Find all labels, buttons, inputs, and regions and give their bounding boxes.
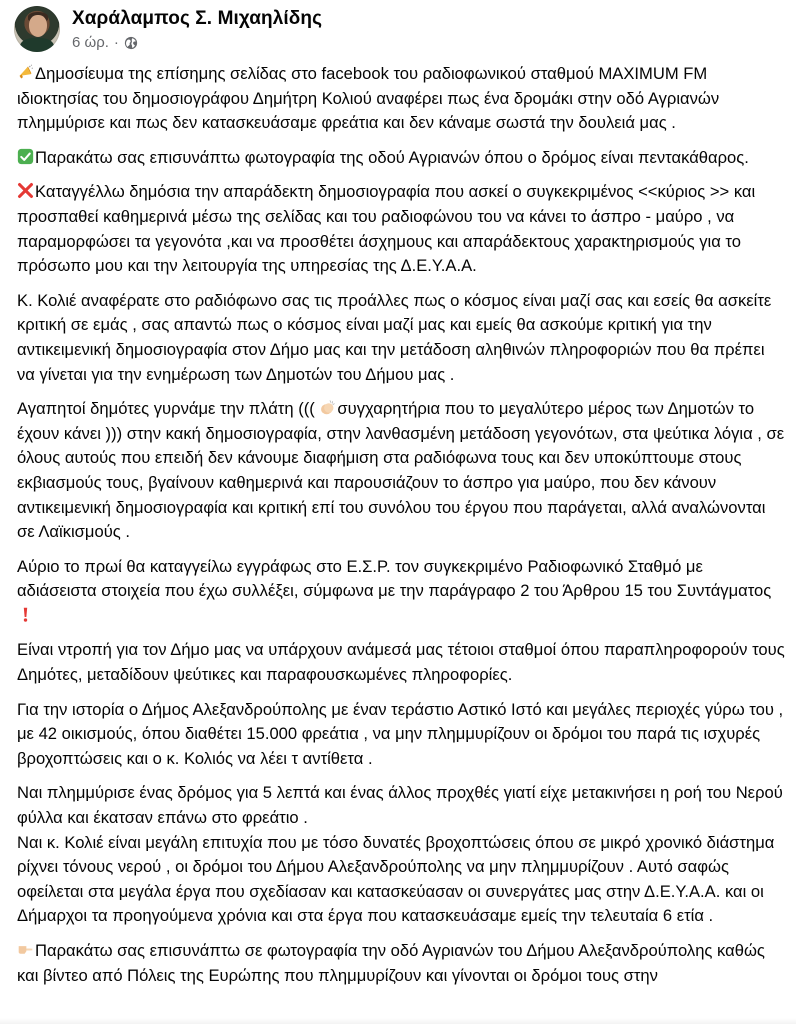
author-avatar[interactable]: [14, 6, 60, 52]
avatar-face: [29, 15, 47, 37]
megaphone-icon: [17, 64, 34, 81]
cross-mark-icon: [17, 182, 34, 199]
exclamation-mark-icon: [17, 606, 34, 623]
author-name-link[interactable]: Χαράλαμπος Σ. Μιχαηλίδης: [72, 8, 323, 29]
meta-separator: ·: [113, 34, 119, 51]
post-timestamp-link[interactable]: 6 ώρ.: [72, 34, 109, 51]
pointing-down-hand-icon: [17, 941, 34, 958]
paragraph-text: Παρακάτω σας επισυνάπτω φωτογραφία της οδού Αγριανών όπου ο δρόμος είναι πεντακάθαρος.: [35, 147, 749, 167]
paragraph-text: Είναι ντροπή για τον Δήμο μας να υπάρχουν ανάμεσά μας τέτοιοι σταθμοί όπου παραπληροφορούν τους Δημότες, μεταδίδουν ψεύτικες και παραφουσκωμένες πληροφορίες.: [17, 640, 785, 685]
scroll-fade: [0, 1018, 796, 1024]
post-paragraph: [17, 62, 787, 136]
paragraph-text: Αύριο το πρωί θα καταγγείλω εγγράφως στο Ε.Σ.Ρ. τον συγκεκριμένο Ραδιοφωνικό Σταθμό με αδιάσειστα στοιχεία που έχω συλλέξει, σύμφωνα με την παράγραφο 2 του Άρθρου 15 του Συντάγματος: [17, 556, 772, 601]
post-paragraph: [17, 939, 787, 988]
clapping-hands-icon: [319, 399, 336, 416]
paragraph-text: Παρακάτω σας επισυνάπτω σε φωτογραφία την οδό Αγριανών του Δήμου Αλεξανδρούπολης καθώς και βίντεο από Πόλεις της Ευρώπης που πλημμυρίζουν και γίνονται οι δρόμοι τους στην: [17, 941, 765, 985]
post-paragraph: [17, 555, 787, 629]
header-text: [72, 6, 322, 52]
post-paragraph: [17, 397, 787, 545]
paragraph-text: Ναι κ. Κολιέ είναι μεγάλη επιτυχία που με τόσο δυνατές βροχοπτώσεις όπου σε μικρό χρονικό διάστημα ρίχνει τόνους νερού , οι δρόμοι του Δήμου Αλεξανδρούπολης να μην πλημμυρίζουν . Αυτό σαφώς οφείλεται στα μεγάλα έργα που σχεδίασαν και κατασκεύασαν οι συνεργάτες μας στην Δ.Ε.Υ.Α.Α. και οι Δήμαρχοι τα προηγούμενα χρόνια και στα έργα που κατασκευάσαμε εμείς την τελευταία 6 ετία .: [17, 832, 775, 926]
post-header: [14, 6, 322, 52]
avatar-shirt: [20, 38, 54, 52]
check-mark-icon: [17, 148, 34, 165]
paragraph-text: Αγαπητοί δημότες γυρνάμε την πλάτη (((: [17, 399, 320, 419]
post-paragraph: [17, 781, 787, 929]
paragraph-text: Καταγγέλλω δημόσια την απαράδεκτη δημοσιογραφία που ασκεί ο συγκεκριμένος <<κύριος >> και προσπαθεί καθημερινά μέσω της σελίδας και του ραδιοφώνου του να κάνει το άσπρο - μαύρο , να παραμορφώσει τα γεγονότα ,και να προσθέτει άσχημους και απαράδεκτους χαρακτηρισμούς για το πρόσωπο μου και την λειτουργία της υπηρεσίας της Δ.Ε.Υ.Α.Α.: [17, 182, 756, 276]
post-paragraph: [17, 638, 787, 687]
paragraph-text: Ναι πλημμύρισε ένας δρόμος για 5 λεπτά και ένας άλλος προχθές γιατί είχε μετακινήσει η ροή του Νερού φύλλα και έκατσαν επάνω στο φρεάτιο .: [17, 783, 783, 828]
post-meta: [72, 34, 322, 52]
paragraph-text: συγχαρητήρια που το μεγαλύτερο μέρος των Δημοτών το έχουν κάνει ))) στην κακή δημοσιογραφία, στην λανθασμένη μετάδοση γεγονότων, στα ψεύτικα λόγια , σε όλους αυτούς που επειδή δεν κάνουμε διαφήμιση στα ραδιόφωνα τους και δεν υποκύπτουμε στους εκβιασμούς τους, βγαίνουν καθημερινά και παρουσιάζουν το άσπρο για μαύρο, που δεν κάνουν αντικειμενική δημοσιογραφία και κριτική επί του συνόλου του έργου που παράγεται, αλλά αναλώνονται σε Λαϊκισμούς .: [17, 399, 785, 542]
post-paragraph: [17, 698, 787, 772]
globe-icon[interactable]: [124, 36, 138, 50]
post-body: [17, 62, 787, 998]
post-paragraph: [17, 289, 787, 387]
paragraph-text: Δημοσίευμα της επίσημης σελίδας στο facebook του ραδιοφωνικού σταθμού MAXIMUM FM ιδιοκτησίας του δημοσιογράφου Δημήτρη Κολιού αναφέρει πως ένα δρομάκι στην οδό Αγριανών πλημμύρισε και πως δεν κατασκευάσαμε φρεάτια και δεν κάναμε σωστά την δουλειά μας .: [17, 64, 720, 133]
paragraph-text: Για την ιστορία ο Δήμος Αλεξανδρούπολης με έναν τεράστιο Αστικό Ιστό και μεγάλες περιοχές γύρω του , με 42 οικισμούς, όπου διαθέτει 15.000 φρεάτια , να μην πλημμυρίζουν οι δρόμοι του παρά τις ισχυρές βροχοπτώσεις και ο κ. Κολιός να λέει τ αντίθετα .: [17, 699, 784, 768]
paragraph-text: Κ. Κολιέ αναφέρατε στο ραδιόφωνο σας τις προάλλες πως ο κόσμος είναι μαζί σας και εσείς θα ασκείτε κριτική σε εμάς , σας απαντώ πως ο κόσμος είναι μαζί μας και εμείς θα ασκούμε κριτική για την αντικειμενική δημοσιογραφία στον Δήμο μας και την μετάδοση αληθινών πληροφοριών που θα πρέπει να γίνεται για την ενημέρωση των Δημοτών του Δήμου μας .: [17, 290, 772, 384]
post-paragraph: [17, 146, 787, 171]
post-paragraph: [17, 180, 787, 278]
